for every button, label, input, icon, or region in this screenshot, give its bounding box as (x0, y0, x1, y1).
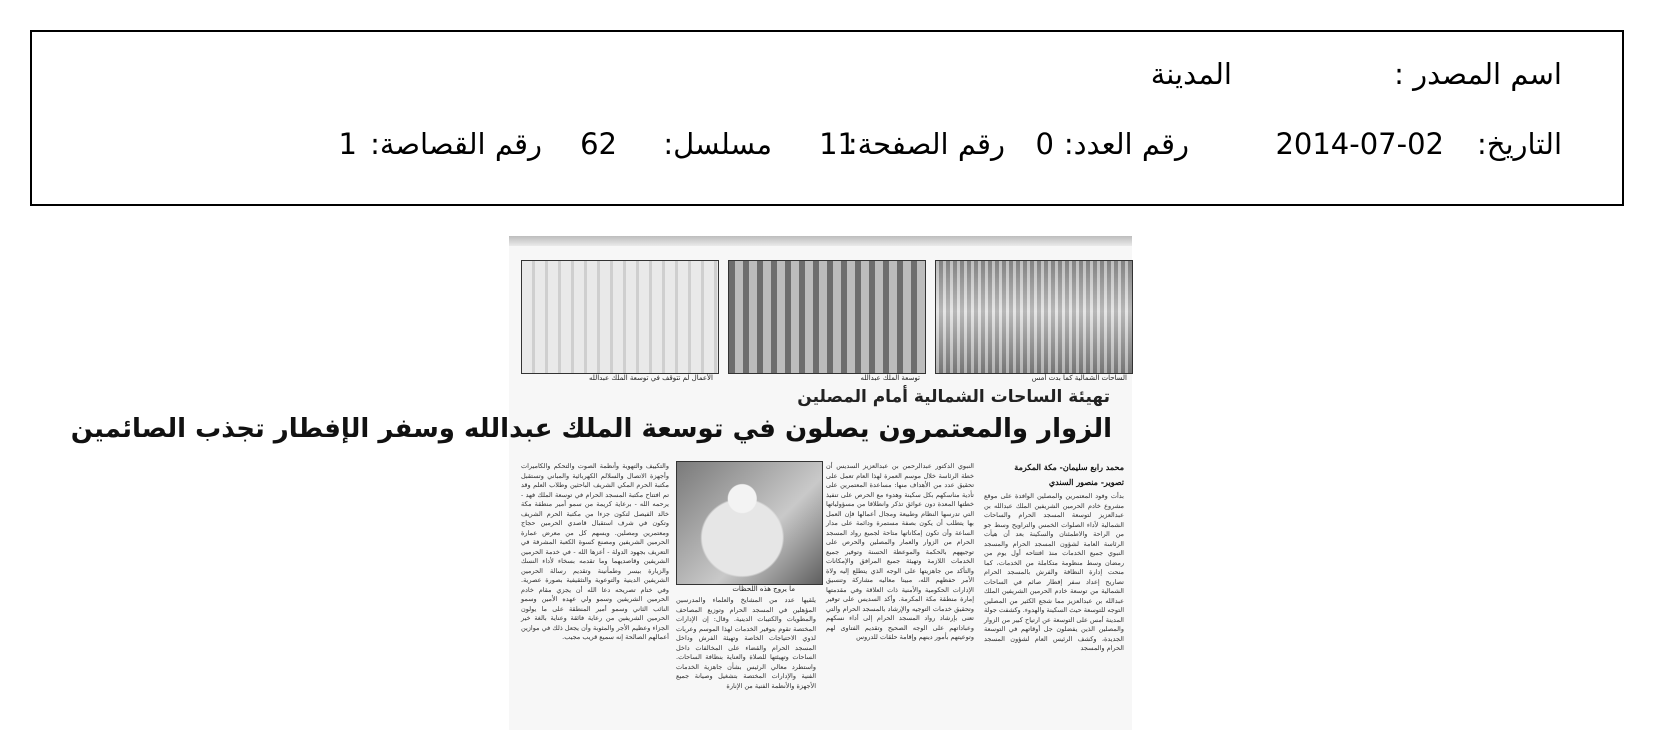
caption-photo-4: ما يروج هذه اللحظات (732, 585, 795, 593)
column-4-text: والتكييف والتهوية وأنظمة الصوت والتحكم والكاميرات وأجهزة الاتصال والسلالم الكهربائية والمباني وتستقبل مكتبة الحرم المكي الشريف الباحثين وطلاب العلم وقد تم افتتاح مكتبة المسجد الحرام في توسعة الملك فهد - يرحمه الله - برعاية كريمة من سمو أمير منطقة مكة خالد الفيصل لتكون جزءا من مكتبة الحرم الشريف وتكون في شرف استقبال قاصدي الحرمين حجاج ومعتمرين ومصلين. ويسهم كل من معرض عمارة الحرمين الشريفين ومصنع كسوة الكعبة المشرفة في التعريف بجهود الدولة - أعزها الله - في خدمة الحرمين الشريفين وقاصديهما وما تقدمه بسخاء لأداء النسك والزيارة بيسر وطمأنينة وتقديم رسالة الحرمين الشريفين الدينية والتوعوية والتثقيفية بصورة عصرية. وفي ختام تصريحه دعا الله أن يجزي مقام خادم الحرمين الشريفين وسمو ولي عهده الأمين وسمو النائب الثاني وسمو أمير المنطقة على ما يولون الحرمين الشريفين من رعاية فائقة وعناية بالغة خير الجزاء وعظيم الأجر والمثوبة وأن يجعل ذلك في موازين أعمالهم الصالحة إنه سميع قريب مجيب. (521, 462, 669, 641)
serial-label: مسلسل: (663, 127, 772, 161)
clip-top-strip (509, 236, 1132, 246)
clipping-info-box (30, 30, 1624, 206)
source-label: اسم المصدر : (1394, 57, 1562, 91)
issue-label: رقم العدد: (1063, 127, 1189, 161)
article-column-3 (676, 596, 816, 724)
column-1-text: بدأت وفود المعتمرين والمصلين الوافدة على موقع مشروع خادم الحرمين الشريفين الملك عبدالله بن عبدالعزيز لتوسعة المسجد الحرام والساحات الشمالية لأداء الصلوات الخمس والتراويح وسط جو من الراحة والاطمئنان والسكينة بعد أن هيأت الرئاسة العامة لشؤون المسجد الحرام والمسجد النبوي جميع الخدمات منذ افتتاحه أول يوم من رمضان وسط منظومة متكاملة من الخدمات، كما منحت إدارة النظافة والفرش بالمسجد الحرام تصاريح إعداد سفر إفطار صائم في الساحات الشمالية من توسعة خادم الحرمين الشريفين الملك عبدالله بن عبدالعزيز مما شجع الكثير من المصلين التوجه للتوسعة حيث السكينة والهدوء. وكشفت جولة المدينة أمس على التوسعة عن ارتياح كبير من الزوار والمصلين الذين يفضلون جل أوقاتهم في التوسعة الجديدة، وكشف الرئيس العام لشؤون المسجد الحرام والمسجد (984, 492, 1124, 652)
caption-photo-2: توسعة الملك عبدالله (860, 374, 920, 382)
article-column-2 (826, 462, 974, 722)
byline-photographer: تصوير- منصور السندي (1048, 477, 1124, 487)
column-2-text: النبوي الدكتور عبدالرحمن بن عبدالعزيز السديس أن خطة الرئاسة خلال موسم العمرة لهذا العام تعمل على تحقيق عدد من الأهداف منها: مساعدة المعتمرين على تأدية مناسكهم بكل سكينة وهدوء مع الحرص على تنفيذ خطتها المعدة دون عوائق تذكر وانطلاقا من مسؤولياتها التي تدرسها النظام وطبيعة ومجال أعمالها فإن العمل بها يتطلب أن يكون بصفة مستمرة ودائمة على مدار الساعة وأن تكون إمكاناتها متاحة لجميع رواد المسجد الحرام من الزوار والعمار والمصلين والحرص على توجيههم بالحكمة والموعظة الحسنة وتوفير جميع الخدمات اللازمة وتهيئة جميع المرافق والإمكانات والتأكد من جاهزيتها على الوجه الذي يتطلع إليه ولاة الأمر حفظهم الله، مبينا معاليه مشاركة وتنسيق الإدارات الحكومية والأمنية ذات العلاقة وفي مقدمتها إمارة منطقة مكة المكرمة. وأكد السديس على توفير وتحقيق خدمات التوجيه والإرشاد بالمسجد الحرام والتي تعنى بإرشاد رواد المسجد الحرام إلى أداء نسكهم وعباداتهم على الوجه الصحيح وتقديم الفتاوى لهم وتوعيتهم بأمور دينهم وإقامة حلقات للدروس (826, 462, 974, 641)
clip-number-value: 1 (338, 127, 357, 161)
date-label: التاريخ: (1476, 127, 1562, 161)
page-value: 11 (819, 127, 856, 161)
article-headline: الزوار والمعتمرون يصلون في توسعة الملك عبدالله وسفر الإفطار تجذب الصائمين (70, 414, 1112, 444)
photo-ongoing-works (521, 260, 719, 374)
caption-photo-3: الأعمال لم تتوقف في توسعة الملك عبدالله (589, 374, 713, 382)
newspaper-clipping (70, 236, 1132, 730)
article-subheadline: تهيئة الساحات الشمالية أمام المصلين (797, 387, 1110, 407)
date-value: 2014-07-02 (1275, 127, 1444, 161)
photo-northern-plazas (935, 260, 1133, 374)
issue-value: 0 (1035, 127, 1054, 161)
caption-photo-1: الساحات الشمالية كما بدت أمس (1031, 374, 1127, 382)
source-value: المدينة (1150, 57, 1232, 91)
article-column-1 (984, 462, 1124, 722)
byline-reporter: محمد رابع سليمان- مكة المكرمة (1014, 462, 1124, 472)
clip-number-label: رقم القصاصة: (370, 127, 542, 161)
page-label: رقم الصفحة: (847, 127, 1005, 161)
article-column-4 (521, 462, 669, 722)
photo-expansion-site (728, 260, 926, 374)
photo-man-reading (676, 461, 823, 585)
column-3-text: يلقيها عدد من المشايخ والعلماء والمدرسين المؤهلين في المسجد الحرام وتوزيع المصاحف والمطويات والكتيبات الدينية. وقال: إن الإدارات المختصة تقوم بتوفير الخدمات لهذا الموسم وعربات لذوي الاحتياجات الخاصة وتهيئة الفرش وداخل المسجد الحرام والقضاء على المخالفات داخل الساحات وتهيئتها للصلاة والعناية بنظافة الساحات. واستطرد معالي الرئيس بشأن جاهزية الخدمات الفنية والإدارات المختصة بتشغيل وصيانة جميع الأجهزة والأنظمة الفنية من الإنارة (676, 596, 816, 690)
serial-value: 62 (580, 127, 617, 161)
